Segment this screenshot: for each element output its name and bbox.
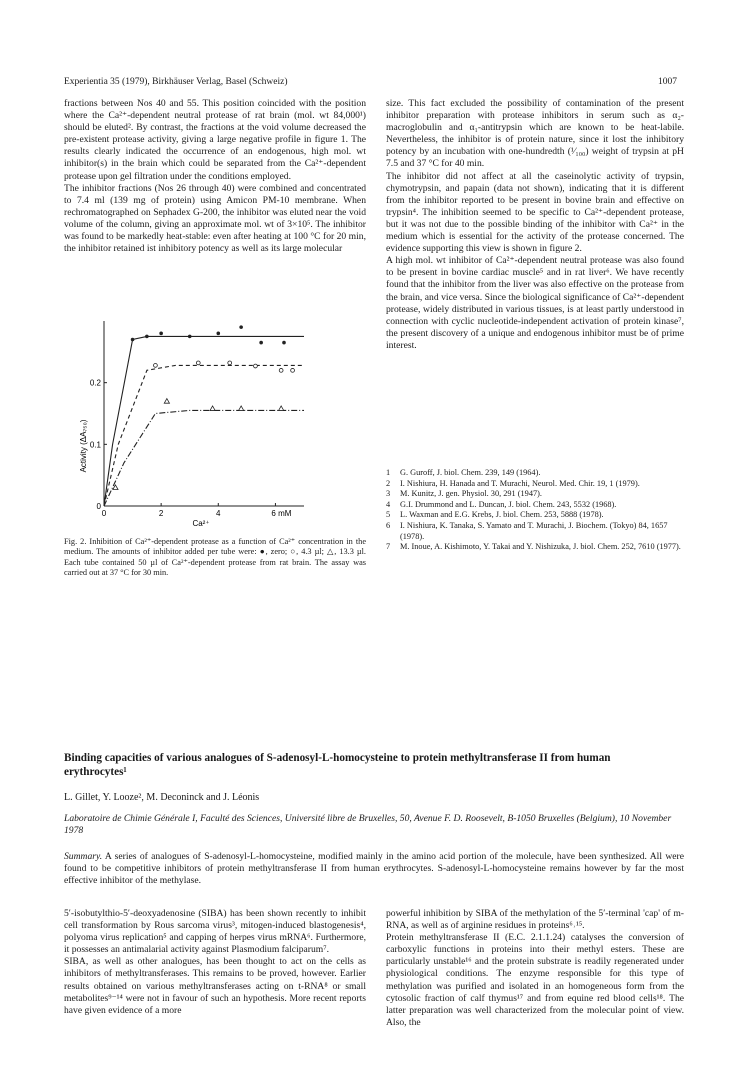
paragraph: fractions between Nos 40 and 55. This position coincided with the position where the Ca²⁺-dependent neutral protease of rat brain (mol. wt 84,000¹) should be eluted². By contrast, the fractions at the void volume decreased the pre-existent protease activity, giving a large negative profile in figure 1. The results clearly indicated the occurrence of an endogenous, high mol. wt inhibitor(s) in the brain which could be separated from the Ca²⁺-dependent protease upon gel filtration under the conditions employed. xyxy=(64,98,366,182)
data-point xyxy=(239,406,244,411)
reference-text: L. Waxman and E.G. Krebs, J. biol. Chem. 253, 5888 (1978). xyxy=(400,510,604,520)
article2-left-column xyxy=(64,908,366,1017)
reference-text: M. Inoue, A. Kishimoto, Y. Takai and Y. Nishizuka, J. biol. Chem. 252, 7610 (1977). xyxy=(400,542,681,552)
data-point xyxy=(188,335,192,339)
data-point xyxy=(131,338,135,342)
right-column xyxy=(386,98,684,352)
reference-text: I. Nishiura, K. Tanaka, S. Yamato and T. Murachi, J. Biochem. (Tokyo) 84, 1657 (1978). xyxy=(400,520,668,541)
y-tick-label: 0.2 xyxy=(89,378,101,388)
series-line xyxy=(104,410,304,506)
paragraph: 5′-isobutylthio-5′-deoxyadenosine (SIBA) has been shown recently to inhibit cell transformation by Rous sarcoma virus³, mitogen-induced blastogenesis⁴, polyoma virus replication⁵ and capping of herpes virus mRNA⁶. Furthermore, it possesses an antimalarial activity against Plasmodium falciparum⁷. xyxy=(64,908,366,956)
paragraph: powerful inhibition by SIBA of the methylation of the 5′-terminal 'cap' of m-RNA, as well as of arginine residues in proteins⁶˒¹⁵. xyxy=(386,908,684,932)
series-line xyxy=(104,336,304,506)
paragraph: SIBA, as well as other analogues, has been thought to act on the cells as inhibitors of methyltransferases. This remains to be proved, however. Earlier results obtained on various methyltransferases acting on t-RNA⁸ or small metabolites⁹⁻¹⁴ were not in favour of such an hypothesis. More recent reports have given evidence of a more xyxy=(64,956,366,1016)
data-point xyxy=(228,361,232,365)
reference-number: 3 xyxy=(386,489,391,499)
data-point xyxy=(164,399,169,404)
data-point xyxy=(216,332,220,336)
reference-item xyxy=(386,542,684,553)
series-line xyxy=(104,365,304,506)
page-number: 1007 xyxy=(658,77,677,87)
x-tick-label: 6 mM xyxy=(271,509,292,518)
x-tick-label: 4 xyxy=(216,509,221,518)
reference-item xyxy=(386,510,684,521)
chart-axes xyxy=(90,321,304,518)
paragraph: The inhibitor fractions (Nos 26 through 40) were combined and concentrated to 7.4 ml (139 mg of protein) using Amicon PM-10 membrane. When rechromatographed on Sephadex G-200, the inhibitor was eluted near the void volume of the column, giving an approximate mol. wt of 3×10⁵. The inhibitor was found to be markedly heat-stable: even after heating at 100 °C for 20 min, the inhibitor retained ist inhibitory potency as well as its large molecular xyxy=(64,182,366,255)
data-point xyxy=(282,341,286,345)
y-axis-label: Activity (ΔA₇₅₀) xyxy=(79,419,88,473)
chart-series xyxy=(104,325,304,506)
article-affiliation: Laboratoire de Chimie Générale I, Faculté des Sciences, Université libre de Bruxelles, 50, Avenue F. D. Roosevelt, B-1050 Bruxelles (Belgium), 10 November 1978 xyxy=(64,813,672,836)
article-summary xyxy=(64,851,684,887)
reference-number: 5 xyxy=(386,510,391,520)
data-point xyxy=(239,325,243,329)
reference-text: G. Guroff, J. biol. Chem. 239, 149 (1964). xyxy=(400,468,541,477)
figure-caption: Fig. 2. Inhibition of Ca²⁺-dependent protease as a function of Ca²⁺ concentration in the medium. The amounts of inhibitor added per tube were: ●, zero; ○, 4.3 µl; △, 13.3 µl. Each tube contained 50 µl of Ca²⁺-dependent protease from rat brain. The assay was carried out at 37 °C for 30 min. xyxy=(64,537,366,578)
reference-item xyxy=(386,479,684,490)
reference-item xyxy=(386,521,684,542)
reference-item xyxy=(386,468,684,479)
reference-number: 2 xyxy=(386,478,391,488)
summary-text: A series of analogues of S-adenosyl-L-homocysteine, modified mainly in the amino acid portion of the molecule, have been synthesized. All were found to be competitive inhibitors of protein methyltransferase II from human erythrocytes. S-adenosyl-L-homocysteine remains however by far the most effective inhibitor of the methylase. xyxy=(64,851,684,886)
x-tick-label: 0 xyxy=(101,509,107,518)
data-point xyxy=(279,406,284,411)
data-point xyxy=(210,406,215,411)
left-column xyxy=(64,98,366,255)
reference-number: 1 xyxy=(386,468,391,477)
figure-2-chart xyxy=(64,316,364,531)
data-point xyxy=(259,341,263,345)
data-point xyxy=(145,335,149,339)
y-tick-label: 0.1 xyxy=(89,440,101,450)
y-tick-label: 0 xyxy=(96,502,101,511)
article-authors: L. Gillet, Y. Looze², M. Deconinck and J. Léonis xyxy=(64,792,260,803)
x-tick-label: 2 xyxy=(158,509,164,518)
running-header: Experientia 35 (1979), Birkhäuser Verlag, Basel (Schweiz) xyxy=(64,77,288,87)
reference-list xyxy=(386,468,684,553)
paragraph: size. This fact excluded the possibility of contamination of the present inhibitor preparation with protease inhibitors in serum such as α₂-macroglobulin and α₁-antitrypsin which are known to be heat-labile. Nevertheless, the inhibitor is of protein nature, since it lost the inhibitory potency by an incubation with one-hundredth (¹⁄₁₀₀) weight of trypsin at pH 7.5 and 37 °C for 40 min. xyxy=(386,98,684,170)
data-point xyxy=(196,361,200,365)
data-point xyxy=(279,368,283,372)
reference-item xyxy=(386,489,684,500)
reference-text: M. Kunitz, J. gen. Physiol. 30, 291 (1947). xyxy=(400,489,542,499)
reference-number: 6 xyxy=(386,520,391,530)
data-point xyxy=(159,332,163,336)
data-point xyxy=(254,364,258,368)
reference-text: G.I. Drummond and L. Duncan, J. biol. Chem. 243, 5532 (1968). xyxy=(400,499,617,509)
reference-number: 4 xyxy=(386,499,391,509)
reference-item xyxy=(386,500,684,511)
reference-text: I. Nishiura, H. Hanada and T. Murachi, Neurol. Med. Chir. 19, 1 (1979). xyxy=(400,478,640,488)
paragraph: Protein methyltransferase II (E.C. 2.1.1.24) catalyses the conversion of carboxylic functions in proteins into their methyl esters. These are particularly unstable¹⁶ and the protein substrate is readily regenerated under physiological conditions. The enzyme responsible for this type of methylation was purified and isolated in an homogeneous form from the cytosolic fraction of calf thymus¹⁷ and from equine red blood cells¹⁸. The latter preparation was well characterized from the molecular point of view. Also, the xyxy=(386,932,684,1028)
reference-number: 7 xyxy=(386,542,391,552)
article2-right-column xyxy=(386,908,684,1029)
paragraph: A high mol. wt inhibitor of Ca²⁺-dependent neutral protease was also found to be present in bovine cardiac muscle⁵ and in rat liver⁶. We have recently found that the inhibitor from the liver was also effective on the protease from the brain, and vice versa. Since the biological significance of Ca²⁺-dependent protease, widely distributed in various tissues, is at least partly understood in connection with cyclic nucleotide-independent activation of protein kinase⁷, the present discovery of a unique and endogenous inhibitor must be of prime interest. xyxy=(386,255,684,351)
summary-label: Summary. xyxy=(64,851,103,862)
data-point xyxy=(154,364,158,368)
article-title: Binding capacities of various analogues of S-adenosyl-L-homocysteine to protein methyltransferase II from human erythrocytes¹ xyxy=(64,752,611,778)
data-point xyxy=(291,368,295,372)
x-axis-label: Ca²⁺ xyxy=(192,519,210,528)
paragraph: The inhibitor did not affect at all the caseinolytic activity of trypsin, chymotrypsin, and papain (data not shown), indicating that it is different from the inhibitor reported to be present in bovine brain and effective on trypsin⁴. The inhibition seemed to be specific to Ca²⁺-dependent protease, but it was not due to the possible binding of the inhibitor with Ca²⁺ in the medium which is essential for the activity of the protease concerned. The evidence supporting this view is shown in figure 2. xyxy=(386,170,684,255)
